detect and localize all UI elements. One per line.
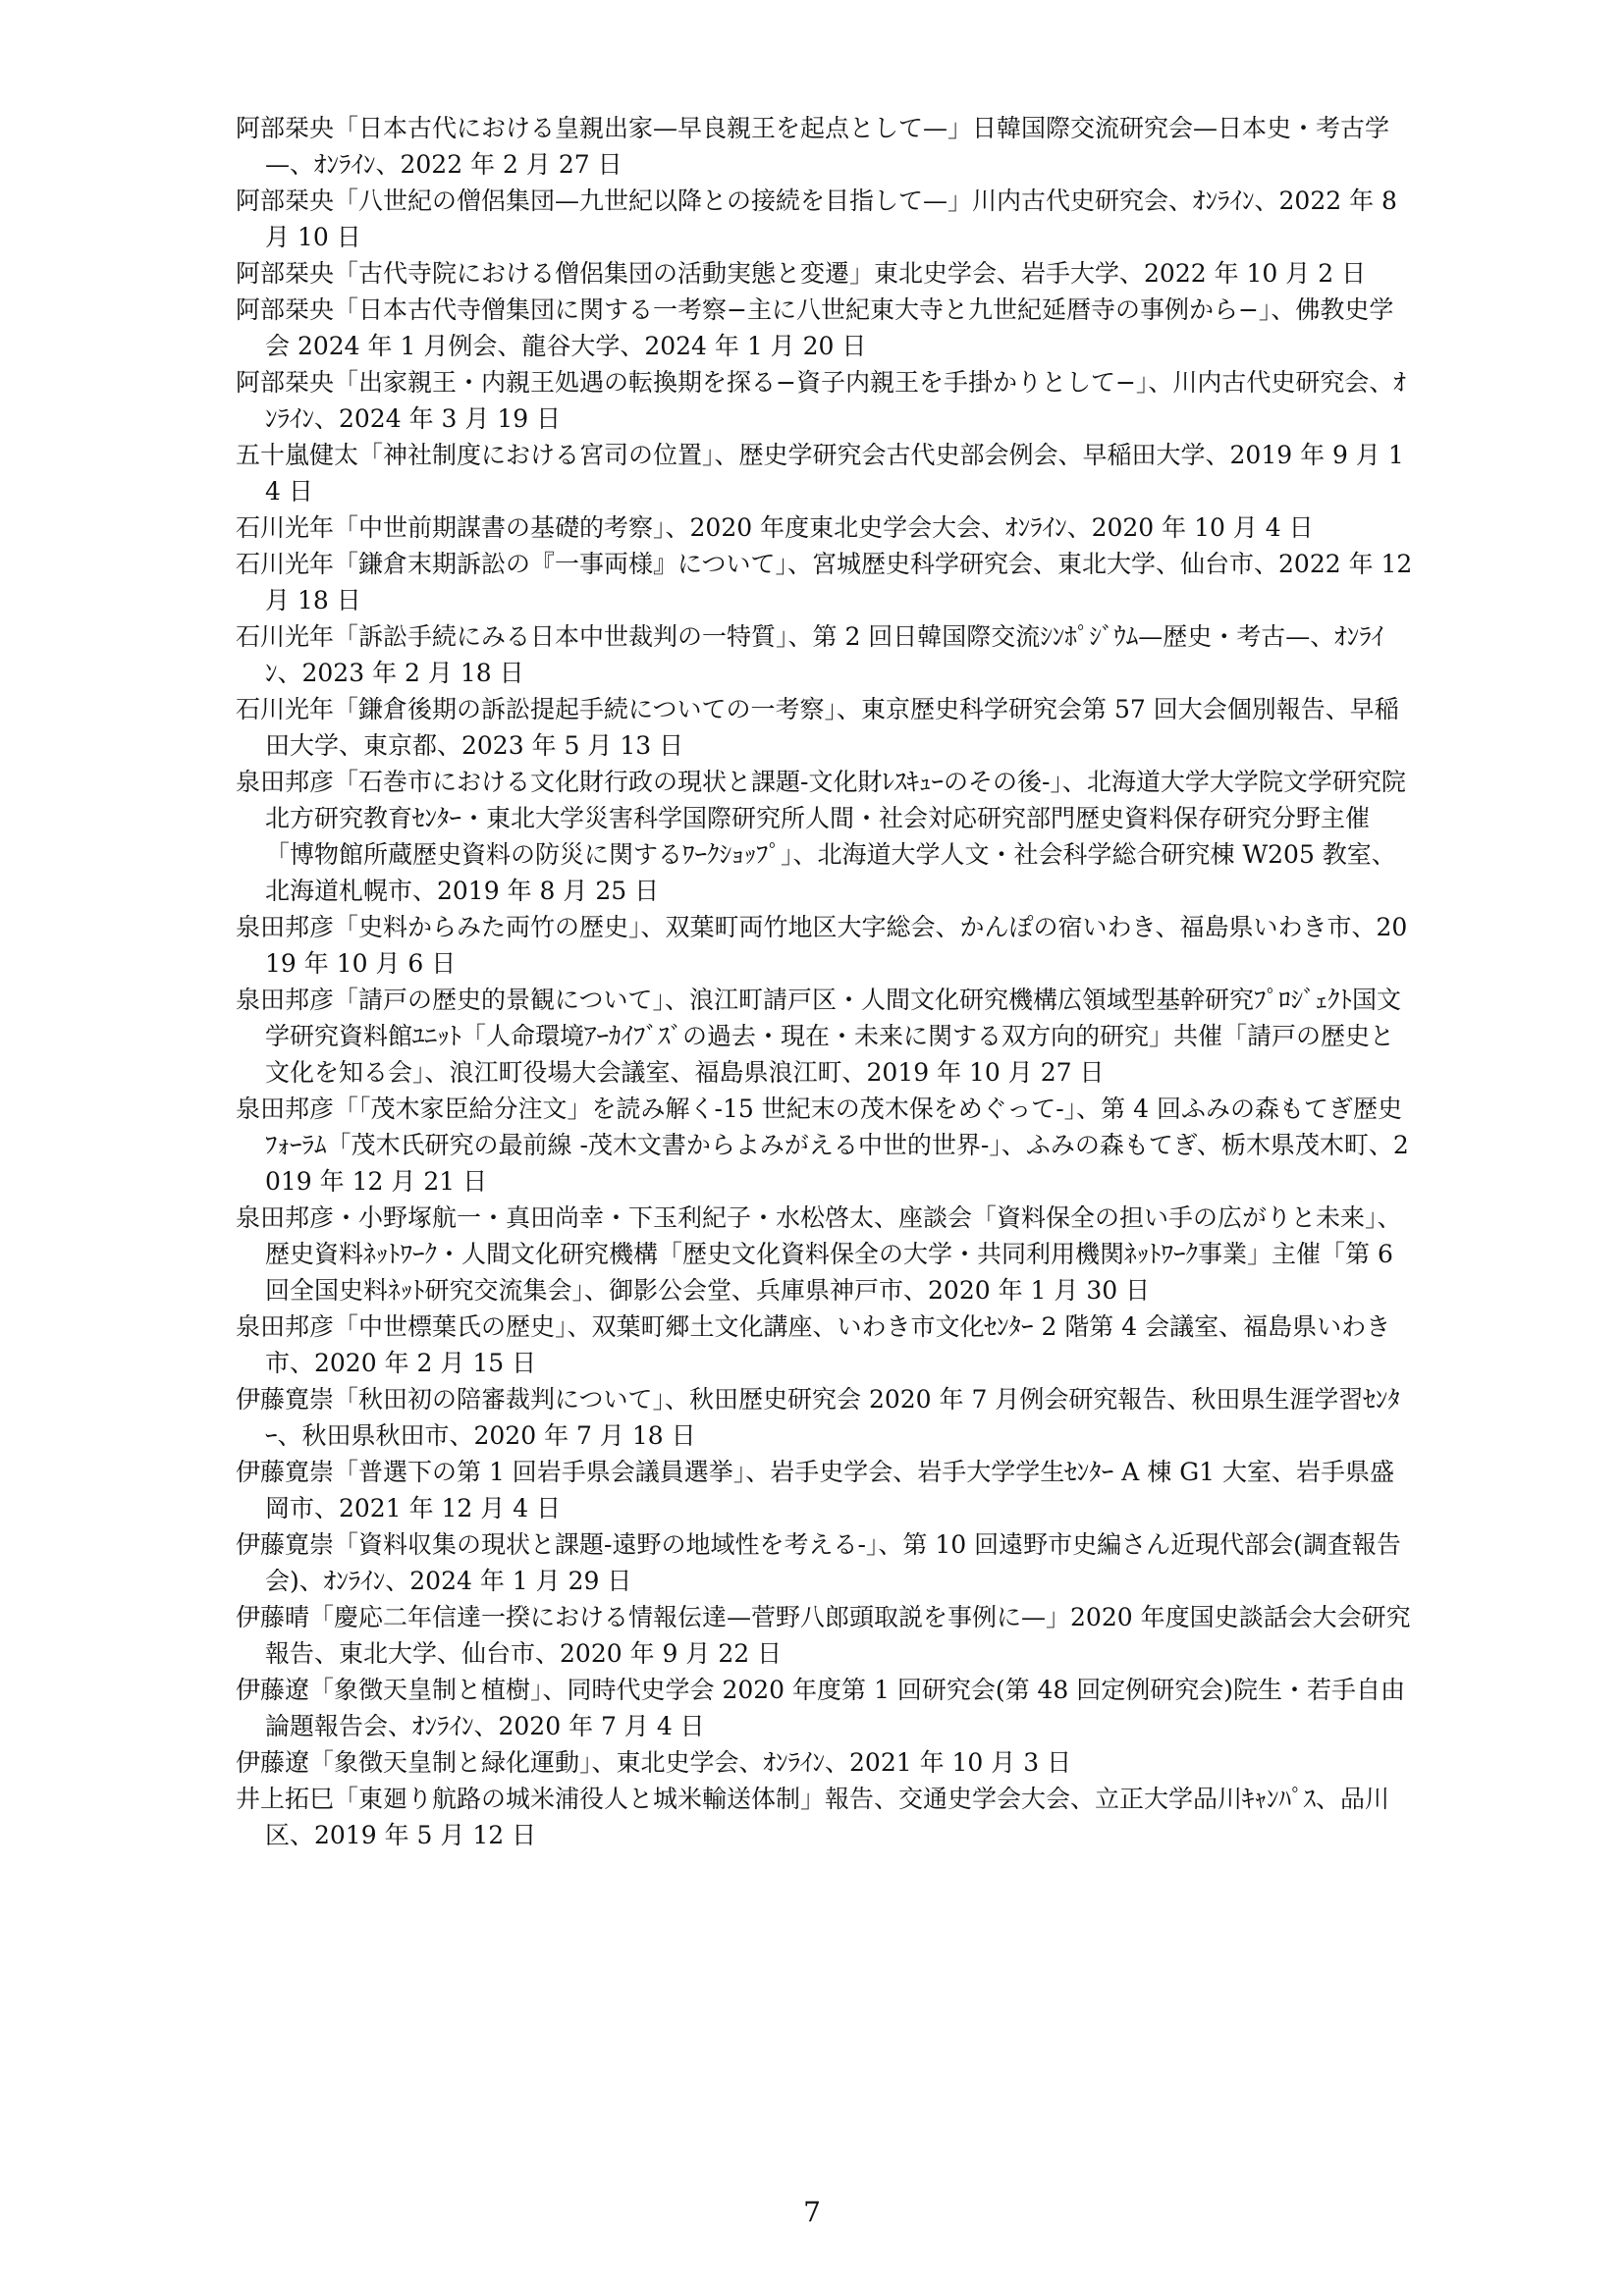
list-item: 伊藤寛崇「資料収集の現状と課題-遠野の地域性を考える-」、第 10 回遠野市史編さん近現代部会(調査報告会)、ｵﾝﾗｲﾝ、2024 年 1 月 29 日 xyxy=(236,1530,1401,1595)
list-item: 伊藤晴「慶応二年信達一揆における情報伝達—菅野八郎頭取説を事例に—」2020 年度国史談話会大会研究報告、東北大学、仙台市、2020 年 9 月 22 日 xyxy=(236,1603,1411,1668)
list-item: 石川光年「訴訟手続にみる日本中世裁判の一特質」、第 2 回日韓国際交流ｼﾝﾎﾟｼﾞｳﾑ—歴史・考古—、ｵﾝﾗｲﾝ、2023 年 2 月 18 日 xyxy=(236,622,1384,687)
list-item: 五十嵐健太「神社制度における宮司の位置」、歴史学研究会古代史部会例会、早稲田大学、2019 年 9 月 14 日 xyxy=(236,441,1404,506)
list-item: 泉田邦彦「請戸の歴史的景観について」、浪江町請戸区・人間文化研究機構広領域型基幹研究ﾌﾟﾛｼﾞｪｸﾄ国文学研究資料館ﾕﾆｯﾄ「人命環境ｱｰｶｲﾌﾞｽﾞの過去・現在・未来に関する双方向的研究」共催「請戸の歴史と文化を知る会」、浪江町役場大会議室、福島県浪江町、2019 年 10 月 27 日 xyxy=(236,986,1402,1087)
presentation-list xyxy=(236,110,1414,1853)
list-item: 阿部栞央「古代寺院における僧侶集団の活動実態と変遷」東北史学会、岩手大学、2022 年 10 月 2 日 xyxy=(236,259,1367,288)
list-item: 伊藤寛崇「秋田初の陪審裁判について」、秋田歴史研究会 2020 年 7 月例会研究報告、秋田県生涯学習ｾﾝﾀｰ、秋田県秋田市、2020 年 7 月 18 日 xyxy=(236,1385,1400,1450)
list-item: 阿部栞央「日本古代における皇親出家—早良親王を起点として—」日韓国際交流研究会—日本史・考古学—、ｵﾝﾗｲﾝ、2022 年 2 月 27 日 xyxy=(236,114,1390,179)
page-number: 7 xyxy=(803,2196,821,2228)
list-item: 阿部栞央「出家親王・内親王処遇の転換期を探る−資子内親王を手掛かりとして−」、川内古代史研究会、ｵﾝﾗｲﾝ、2024 年 3 月 19 日 xyxy=(236,368,1406,433)
list-item: 泉田邦彦「「茂木家臣給分注文」を読み解く-15 世紀末の茂木保をめぐって-」、第 4 回ふみの森もてぎ歴史ﾌｫｰﾗﾑ「茂木氏研究の最前線 -茂木文書からよみがえる中世的世界-」、ふみの森もてぎ、栃木県茂木町、2019 年 12 月 21 日 xyxy=(236,1095,1409,1196)
list-item: 阿部栞央「日本古代寺僧集団に関する一考察−主に八世紀東大寺と九世紀延暦寺の事例から−」、佛教史学会 2024 年 1 月例会、龍谷大学、2024 年 1 月 20 日 xyxy=(236,295,1394,360)
list-item: 石川光年「鎌倉末期訴訟の『一事両様』について」、宮城歴史科学研究会、東北大学、仙台市、2022 年 12 月 18 日 xyxy=(236,550,1413,614)
list-item: 伊藤遼「象徴天皇制と植樹」、同時代史学会 2020 年度第 1 回研究会(第 48 回定例研究会)院生・若手自由論題報告会、ｵﾝﾗｲﾝ、2020 年 7 月 4 日 xyxy=(236,1676,1406,1740)
list-item: 泉田邦彦「史料からみた両竹の歴史」、双葉町両竹地区大字総会、かんぽの宿いわき、福島県いわき市、2019 年 10 月 6 日 xyxy=(236,913,1408,978)
list-item: 石川光年「鎌倉後期の訴訟提起手続についての一考察」、東京歴史科学研究会第 57 回大会個別報告、早稲田大学、東京都、2023 年 5 月 13 日 xyxy=(236,695,1399,760)
list-item: 伊藤寛崇「普選下の第 1 回岩手県会議員選挙」、岩手史学会、岩手大学学生ｾﾝﾀｰ A 棟 G1 大室、岩手県盛岡市、2021 年 12 月 4 日 xyxy=(236,1458,1395,1522)
list-item: 石川光年「中世前期謀書の基礎的考察」、2020 年度東北史学会大会、ｵﾝﾗｲﾝ、2020 年 10 月 4 日 xyxy=(236,513,1314,542)
list-item: 泉田邦彦・小野塚航一・真田尚幸・下玉利紀子・水松啓太、座談会「資料保全の担い手の広がりと未来」、歴史資料ﾈｯﾄﾜｰｸ・人間文化研究機構「歴史文化資料保全の大学・共同利用機関ﾈｯﾄﾜｰｸ事業」主催「第 6 回全国史料ﾈｯﾄ研究交流集会」、御影公会堂、兵庫県神戸市、2020 年 1 月 30 日 xyxy=(236,1203,1402,1305)
list-item: 泉田邦彦「石巻市における文化財行政の現状と課題-文化財ﾚｽｷｭｰのその後-」、北海道大学大学院文学研究院北方研究教育ｾﾝﾀｰ・東北大学災害科学国際研究所人間・社会対応研究部門歴史資料保存研究分野主催「博物館所蔵歴史資料の防災に関するﾜｰｸｼｮｯﾌﾟ」、北海道大学人文・社会科学総合研究棟 W205 教室、北海道札幌市、2019 年 8 月 25 日 xyxy=(236,768,1406,905)
list-item: 伊藤遼「象徴天皇制と緑化運動」、東北史学会、ｵﾝﾗｲﾝ、2021 年 10 月 3 日 xyxy=(236,1748,1072,1777)
list-item: 井上拓巳「東廻り航路の城米浦役人と城米輸送体制」報告、交通史学会大会、立正大学品川ｷｬﾝﾊﾟｽ、品川区、2019 年 5 月 12 日 xyxy=(236,1785,1390,1849)
list-item: 泉田邦彦「中世標葉氏の歴史」、双葉町郷土文化講座、いわき市文化ｾﾝﾀｰ 2 階第 4 会議室、福島県いわき市、2020 年 2 月 15 日 xyxy=(236,1312,1391,1377)
list-item: 阿部栞央「八世紀の僧侶集団—九世紀以降との接続を目指して—」川内古代史研究会、ｵﾝﾗｲﾝ、2022 年 8 月 10 日 xyxy=(236,187,1397,251)
